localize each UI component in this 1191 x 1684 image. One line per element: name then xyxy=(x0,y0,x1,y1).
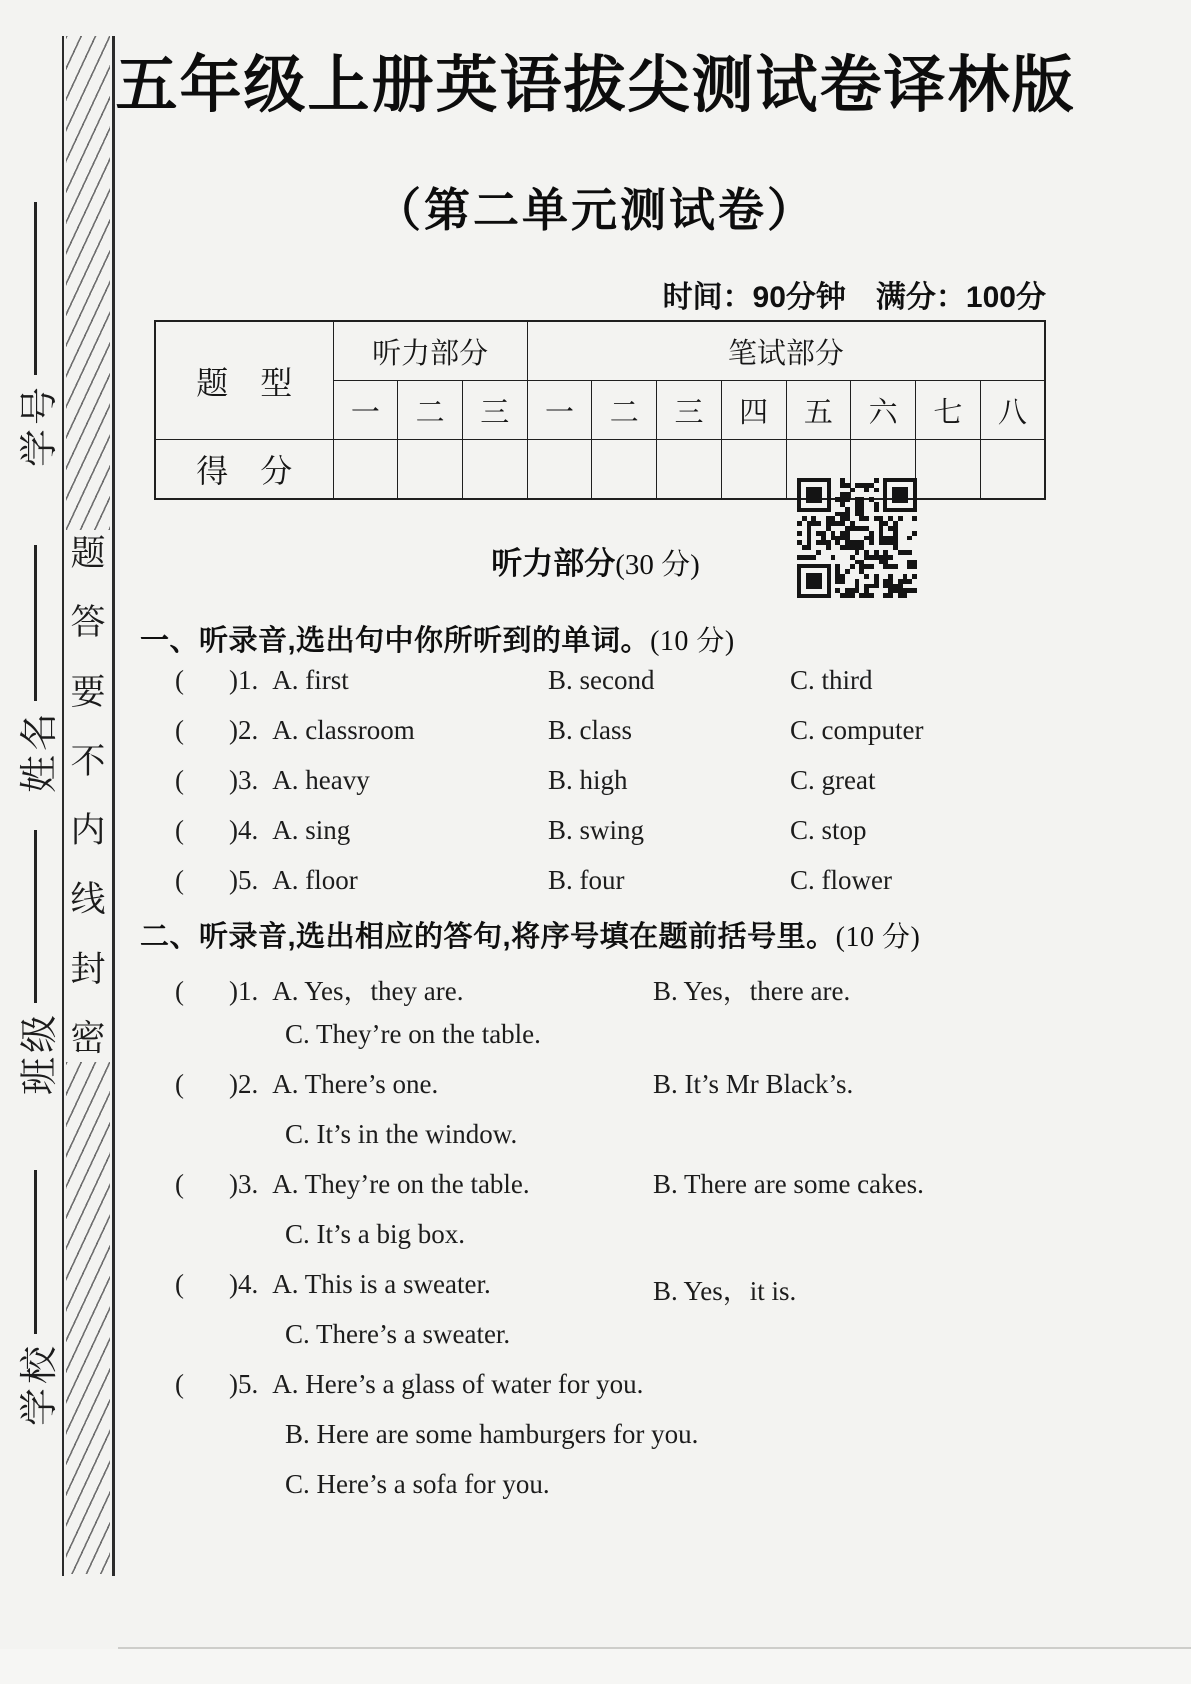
part2-question-2 xyxy=(175,1066,1155,1116)
option-c: C. It’s a big box. xyxy=(285,1219,465,1249)
question-number: 2. xyxy=(238,1069,259,1099)
part2-question-4-option-c xyxy=(175,1316,1155,1366)
score-table-written-header: 笔试部分 xyxy=(527,321,1045,381)
score-cell-empty xyxy=(915,440,980,500)
seal-warning-text xyxy=(62,536,114,1056)
score-table-col: 三 xyxy=(657,381,722,440)
part1-question-5 xyxy=(175,862,1135,912)
part2-question-2-option-c xyxy=(175,1116,1155,1166)
qr-finder-icon xyxy=(883,478,917,512)
answer-bracket: ) xyxy=(229,1069,238,1099)
answer-bracket: ) xyxy=(229,815,238,845)
seal-char: 题 xyxy=(70,534,106,573)
answer-bracket: ( xyxy=(175,1169,184,1199)
part2-question-5 xyxy=(175,1366,1155,1416)
answer-bracket: ( xyxy=(175,1069,184,1099)
option-b: B. Yes，it is. xyxy=(653,1276,797,1306)
option-c: C. third xyxy=(790,665,873,695)
part1-question-1 xyxy=(175,662,1135,712)
seal-char: 要 xyxy=(70,672,106,712)
score-table-col: 三 xyxy=(462,381,527,440)
option-c: C. stop xyxy=(790,815,867,845)
part2-heading xyxy=(140,914,920,955)
score-cell-empty xyxy=(398,440,463,500)
score-table-col: 五 xyxy=(786,381,851,440)
score-table-col: 八 xyxy=(980,381,1045,440)
field-school xyxy=(12,1170,61,1426)
score-cell-empty xyxy=(657,440,722,500)
option-b: B. second xyxy=(548,665,655,695)
page-bottom-edge xyxy=(118,1647,1191,1649)
question-number: 3. xyxy=(238,765,259,795)
score-table-col: 七 xyxy=(915,381,980,440)
part2-question-4 xyxy=(175,1266,1155,1316)
option-c: C. Here’s a sofa for you. xyxy=(285,1469,550,1499)
option-a: A. classroom xyxy=(272,715,415,745)
option-a: A. floor xyxy=(272,865,358,895)
option-a: A. There’s one. xyxy=(272,1069,439,1099)
option-c: C. computer xyxy=(790,715,924,745)
option-a: A. first xyxy=(272,665,349,695)
page-subtitle: （第二单元测试卷） xyxy=(375,184,816,236)
part2-question-1 xyxy=(175,966,1155,1016)
score-cell-empty xyxy=(592,440,657,500)
answer-bracket: ) xyxy=(229,1269,238,1299)
seal-char: 不 xyxy=(70,741,106,781)
score-table-listening-header: 听力部分 xyxy=(333,321,527,381)
part1-question-3 xyxy=(175,762,1135,812)
answer-bracket: ( xyxy=(175,765,184,795)
answer-bracket: ) xyxy=(229,976,238,1006)
answer-bracket: ( xyxy=(175,865,184,895)
question-number: 5. xyxy=(238,1369,259,1399)
seal-char: 密 xyxy=(70,1018,106,1058)
question-number: 3. xyxy=(238,1169,259,1199)
answer-bracket: ( xyxy=(175,1369,184,1399)
part2-question-5-option-c xyxy=(175,1466,1155,1516)
part2-question-1-option-c xyxy=(175,1016,1155,1066)
part1-question-4 xyxy=(175,812,1135,862)
question-number: 1. xyxy=(238,665,259,695)
option-c: C. They’re on the table. xyxy=(285,1019,541,1049)
question-number: 2. xyxy=(238,715,259,745)
answer-bracket: ) xyxy=(229,715,238,745)
part1-question-2 xyxy=(175,712,1135,762)
score-cell-empty xyxy=(721,440,786,500)
part1-heading-text: 一、听录音,选出句中你所听到的单词。 xyxy=(140,625,651,657)
answer-bracket: ( xyxy=(175,815,184,845)
field-school-line xyxy=(34,1170,37,1334)
question-number: 5. xyxy=(238,865,259,895)
field-student-number xyxy=(12,202,61,467)
question-number: 4. xyxy=(238,815,259,845)
option-b: B. Yes，there are. xyxy=(653,976,851,1006)
listening-section-title-zh: 听力部分 xyxy=(491,546,616,581)
part2-questions xyxy=(175,966,1155,1516)
score-table-col: 四 xyxy=(721,381,786,440)
score-cell-empty xyxy=(980,440,1045,500)
qr-finder-icon xyxy=(797,478,831,512)
score-table-type-label: 题 型 xyxy=(155,321,333,440)
seal-char: 封 xyxy=(70,949,106,989)
part2-question-5-option-b xyxy=(175,1416,1155,1466)
part2-question-3 xyxy=(175,1166,1155,1216)
field-name-label: 姓名 xyxy=(18,708,61,793)
seal-char: 线 xyxy=(70,880,106,920)
score-cell-empty xyxy=(462,440,527,500)
option-a: A. They’re on the table. xyxy=(272,1169,530,1199)
field-class-line xyxy=(34,830,37,1003)
score-table-col: 一 xyxy=(527,381,592,440)
score-table-col: 一 xyxy=(333,381,398,440)
listening-section-title xyxy=(0,534,1191,583)
score-table-col: 六 xyxy=(851,381,916,440)
option-c: C. It’s in the window. xyxy=(285,1119,518,1149)
answer-bracket: ) xyxy=(229,865,238,895)
field-student-number-label: 学号 xyxy=(18,382,61,467)
part1-heading xyxy=(140,618,735,659)
option-b: B. swing xyxy=(548,815,645,845)
field-class-label: 班级 xyxy=(18,1010,61,1095)
part1-questions xyxy=(175,662,1135,912)
field-class xyxy=(12,830,61,1095)
seal-hatching-bottom xyxy=(66,1062,110,1574)
option-a: A. sing xyxy=(272,815,351,845)
option-a: A. This is a sweater. xyxy=(272,1269,491,1299)
seal-char: 答 xyxy=(70,603,106,643)
option-b: B. It’s Mr Black’s. xyxy=(653,1069,854,1099)
option-a: A. heavy xyxy=(272,765,370,795)
answer-bracket: ( xyxy=(175,1269,184,1299)
option-b: B. four xyxy=(548,865,625,895)
option-b: B. high xyxy=(548,765,628,795)
part2-question-3-option-c xyxy=(175,1216,1155,1266)
score-cell-empty xyxy=(333,440,398,500)
score-table-score-label: 得 分 xyxy=(155,440,333,500)
option-b: B. Here are some hamburgers for you. xyxy=(285,1419,699,1449)
time-and-score-info: 时间：90分钟 满分：100分 xyxy=(662,281,1046,314)
page-title: 五年级上册英语拔尖测试卷译林版 xyxy=(115,51,1076,120)
answer-bracket: ) xyxy=(229,1169,238,1199)
option-c: C. flower xyxy=(790,865,892,895)
part1-heading-score: (10 分) xyxy=(650,626,735,657)
answer-bracket: ( xyxy=(175,976,184,1006)
answer-bracket: ) xyxy=(229,765,238,795)
answer-bracket: ( xyxy=(175,665,184,695)
listening-section-score: (30 分) xyxy=(615,549,700,581)
score-cell-empty xyxy=(527,440,592,500)
option-b: B. class xyxy=(548,715,632,745)
option-a: A. Yes，they are. xyxy=(272,976,464,1006)
answer-bracket: ) xyxy=(229,1369,238,1399)
score-table xyxy=(154,320,1046,500)
answer-bracket: ( xyxy=(175,715,184,745)
page-bottom-band xyxy=(0,1649,1191,1684)
option-a: A. Here’s a glass of water for you. xyxy=(272,1369,644,1399)
option-c: C. great xyxy=(790,765,876,795)
seal-char: 内 xyxy=(70,811,106,851)
score-table-col: 二 xyxy=(398,381,463,440)
answer-bracket: ) xyxy=(229,665,238,695)
part2-heading-score: (10 分) xyxy=(835,922,921,953)
option-b: B. There are some cakes. xyxy=(653,1169,924,1199)
score-table-col: 二 xyxy=(592,381,657,440)
part2-heading-text: 二、听录音,选出相应的答句,将序号填在题前括号里。 xyxy=(140,921,836,953)
field-school-label: 学校 xyxy=(18,1341,61,1426)
option-c: C. There’s a sweater. xyxy=(285,1319,511,1349)
question-number: 4. xyxy=(238,1269,259,1299)
question-number: 1. xyxy=(238,976,259,1006)
